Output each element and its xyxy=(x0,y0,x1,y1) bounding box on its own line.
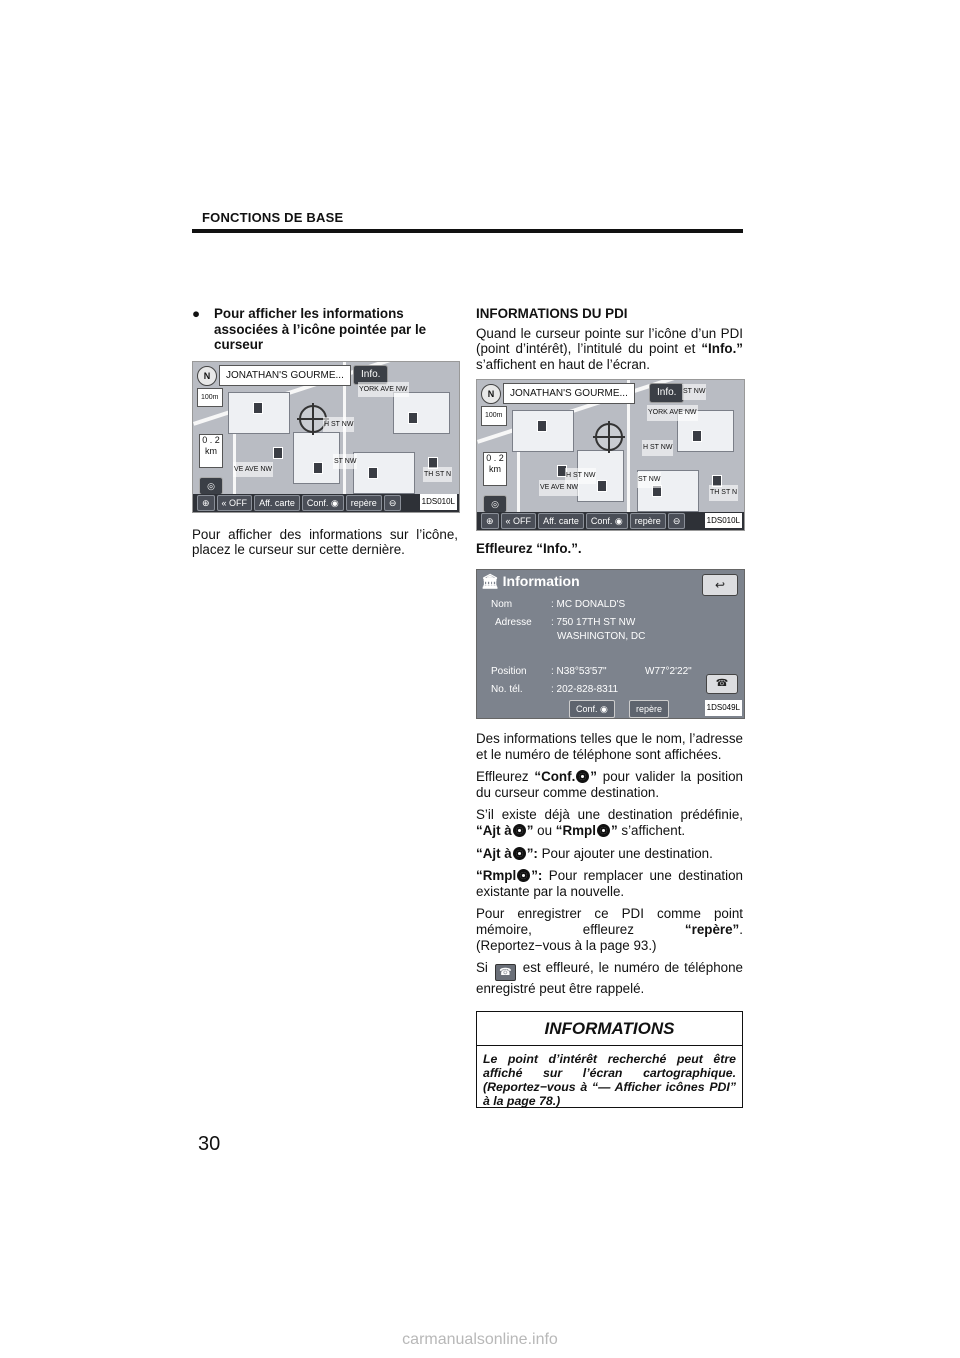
address-line2: WASHINGTON, DC xyxy=(557,630,646,642)
displayed-info-text: Des informations telles que le nom, l’adresse et le numéro de téléphone sont affichées. xyxy=(476,730,743,762)
street-label: ST NW xyxy=(637,472,661,488)
destination-icon xyxy=(513,824,526,837)
zoom-selector[interactable] xyxy=(199,434,223,468)
phone-label: No. tél. xyxy=(491,683,523,695)
left-column xyxy=(192,306,458,565)
image-code: 1DS010L xyxy=(420,494,457,510)
position-lat: : N38°53'57" xyxy=(551,665,607,677)
name-value: : MC DONALD'S xyxy=(551,598,626,610)
zoom-value: 0 . 2 xyxy=(486,453,504,464)
zoom-in-button[interactable]: ⊕ xyxy=(197,495,215,511)
memory-point-text: Pour enregistrer ce PDI comme point mémoire, effleurez “repère”. (Reportez−vous à la page 93.) xyxy=(476,906,743,953)
compass-icon[interactable]: N xyxy=(197,366,217,386)
map-screenshot-right xyxy=(476,379,745,531)
ajt-text: “Ajt à ”: Pour ajouter une destination. xyxy=(476,845,713,861)
marker-button[interactable]: repère xyxy=(630,513,666,529)
confirm-button[interactable]: Conf. ◉ xyxy=(302,495,344,511)
street-label: VE AVE NW xyxy=(539,480,579,496)
map-area xyxy=(477,380,744,528)
name-label: Nom xyxy=(491,598,513,610)
bullet-icon: ● xyxy=(192,306,201,321)
map-screenshot-left xyxy=(192,361,460,513)
destination-icon xyxy=(513,847,526,860)
confirm-button[interactable]: Conf. ◉ xyxy=(569,700,615,718)
poi-intro-text: Quand le curseur pointe sur l’icône d’un PDI (point d’intérêt), l’intitulé du point et “Info.” s’affichent en haut de l’écran. xyxy=(476,325,743,372)
zoom-unit: km xyxy=(489,464,501,475)
phone-recall-text: Si ☎ est effleuré, le numéro de téléphone enregistré peut être rappelé. xyxy=(476,960,743,997)
watermark[interactable]: carmanualsonline.info xyxy=(402,1331,558,1348)
map-view-button[interactable]: Aff. carte xyxy=(254,495,300,511)
street-label: H ST NW xyxy=(565,468,596,484)
street-label: YORK AVE NW xyxy=(358,382,409,398)
route-button[interactable]: ◎ xyxy=(483,495,507,513)
street-label: VE AVE NW xyxy=(233,462,273,478)
poi-info-heading: INFORMATIONS DU PDI xyxy=(476,306,628,321)
image-code: 1DS049L xyxy=(705,700,742,716)
position-label: Position xyxy=(491,665,527,677)
marker-button[interactable]: repère xyxy=(346,495,382,511)
poi-building-icon: 🏛 xyxy=(481,572,499,589)
note-body: Le point d’intérêt recherché peut être affiché sur l’écran cartographique. (Reportez−vous à “— Afficher icônes PDI” à la page 78.) xyxy=(483,1052,736,1108)
street-label: H ST NW xyxy=(642,440,673,456)
destination-icon xyxy=(517,869,530,882)
zoom-out-button[interactable]: ⊖ xyxy=(668,513,686,529)
street-label: H ST NW xyxy=(323,417,354,433)
section-title: FONCTIONS DE BASE xyxy=(202,210,344,225)
call-button[interactable] xyxy=(706,674,738,694)
compass-icon[interactable]: N xyxy=(481,384,501,404)
zoom-in-button[interactable]: ⊕ xyxy=(481,513,499,529)
route-button[interactable]: ◎ xyxy=(199,477,223,495)
poi-name-bar: JONATHAN'S GOURME... xyxy=(219,365,351,386)
touch-info-text: Effleurez “Info.”. xyxy=(476,541,582,557)
confirm-button[interactable]: Conf. ◉ xyxy=(586,513,628,529)
destination-icon xyxy=(597,824,610,837)
header-rule xyxy=(192,229,743,233)
note-title: INFORMATIONS xyxy=(544,1019,675,1038)
existing-destination-text: S’il existe déjà une destination prédéfinie, “Ajt à ” ou “Rmpl ” s’affichent. xyxy=(476,807,743,838)
info-title: 🏛 Information xyxy=(481,572,580,589)
info-screenshot xyxy=(476,569,745,719)
scale-label: 100m xyxy=(197,388,223,408)
scale-label: 100m xyxy=(481,406,507,426)
street-label: TH ST N xyxy=(709,485,738,501)
street-label: YORK AVE NW xyxy=(647,405,698,421)
right-column xyxy=(476,306,743,1004)
zoom-value: 0 . 2 xyxy=(202,434,220,445)
information-note-box xyxy=(476,1011,743,1108)
marker-button[interactable]: repère xyxy=(629,700,669,718)
off-button[interactable]: « OFF xyxy=(217,495,253,511)
street-label: TH ST N xyxy=(423,467,452,483)
map-area xyxy=(193,362,459,510)
bullet-text: Pour afficher les informations associées à l’icône pointée par le curseur xyxy=(214,306,427,353)
phone-value: : 202-828-8311 xyxy=(551,683,619,695)
back-button[interactable]: ↩ xyxy=(702,574,738,596)
bullet-heading xyxy=(192,306,458,353)
destination-icon xyxy=(576,770,589,783)
street-label: ST NW xyxy=(333,454,357,470)
info-button[interactable]: Info. xyxy=(353,365,388,385)
info-button[interactable]: Info. xyxy=(649,383,684,403)
address-label: Adresse xyxy=(495,616,532,628)
conf-text: Effleurez “Conf. ” pour valider la position du curseur comme destination. xyxy=(476,769,743,800)
phone-icon: ☎ xyxy=(715,677,729,689)
phone-icon: ☎ xyxy=(495,964,516,981)
page-number: 30 xyxy=(198,1133,221,1155)
left-body-text: Pour afficher des informations sur l’icône, placez le curseur sur cette dernière. xyxy=(192,526,458,558)
image-code: 1DS010L xyxy=(705,513,742,529)
map-view-button[interactable]: Aff. carte xyxy=(538,513,584,529)
zoom-out-button[interactable]: ⊖ xyxy=(384,495,402,511)
street-label: ST NW xyxy=(682,384,706,400)
zoom-selector[interactable] xyxy=(483,452,507,486)
zoom-unit: km xyxy=(205,445,217,456)
address-line1: : 750 17TH ST NW xyxy=(551,616,636,628)
off-button[interactable]: « OFF xyxy=(501,513,537,529)
map-cursor-icon xyxy=(595,423,623,451)
poi-name-bar: JONATHAN'S GOURME... xyxy=(503,383,635,404)
rmpl-text: “Rmpl ”: Pour remplacer une destination existante par la nouvelle. xyxy=(476,868,743,899)
position-lon: W77°2'22" xyxy=(645,665,692,677)
